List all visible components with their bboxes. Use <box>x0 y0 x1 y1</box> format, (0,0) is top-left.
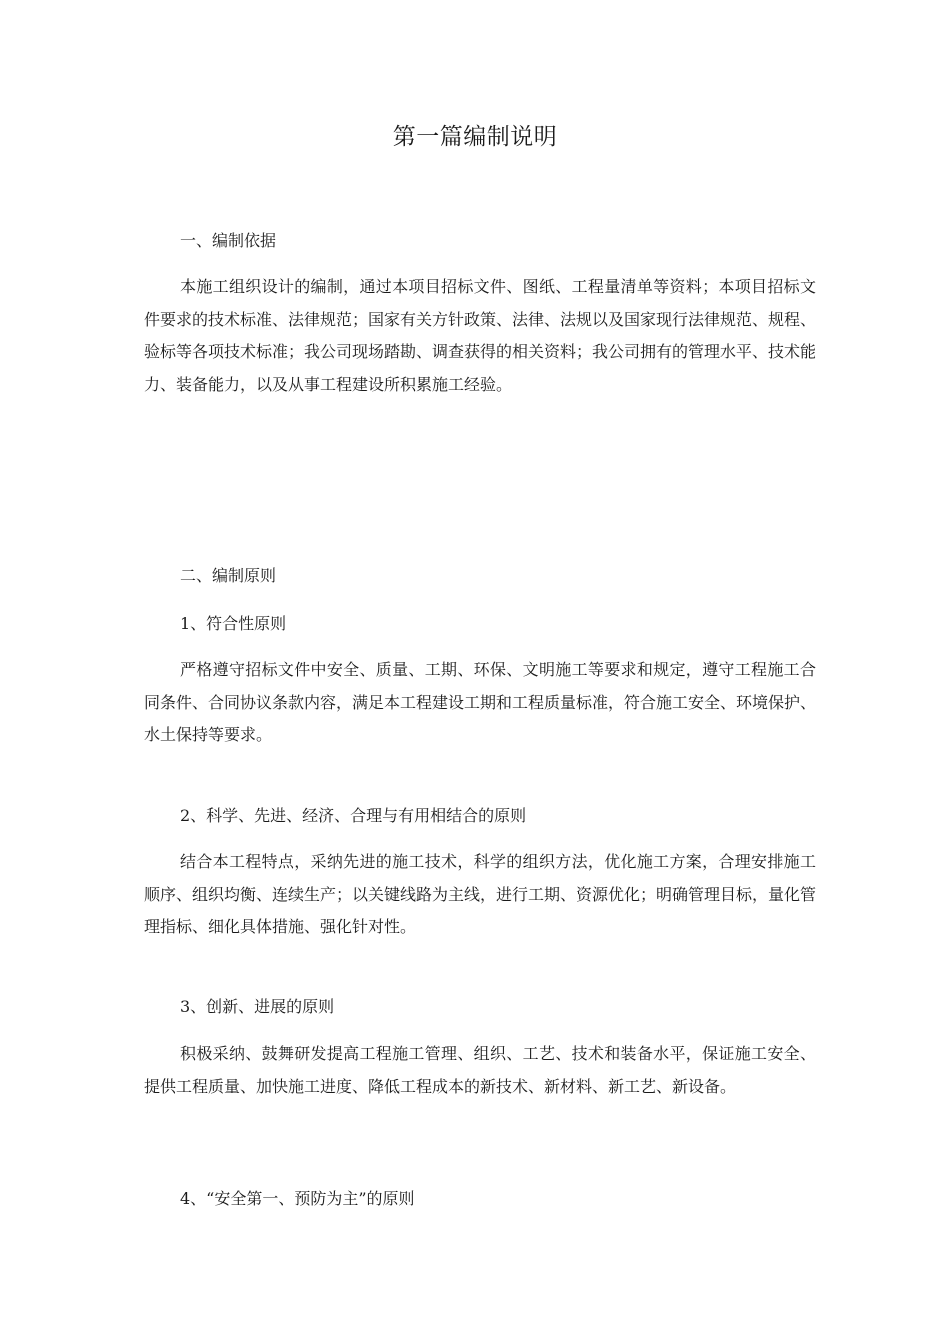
document-title: 第一篇编制说明 <box>392 124 558 150</box>
paragraph-basis <box>144 271 816 401</box>
principle-heading-4: 4、“安全第一、预防为主”的原则 <box>180 1189 415 1208</box>
section-heading-principles: 二、编制原则 <box>180 566 277 585</box>
principle-heading-3: 3、创新、进展的原则 <box>180 997 335 1016</box>
principle-heading-2: 2、科学、先进、经济、合理与有用相结合的原则 <box>180 806 527 825</box>
paragraph-basis-text: 本施工组织设计的编制，通过本项目招标文件、图纸、工程量清单等资料；本项目招标文件要求的技术标准、法律规范；国家有关方针政策、法律、法规以及国家现行法律规范、规程、验标等各项技术标准；我公司现场踏勘、调查获得的相关资料；我公司拥有的管理水平、技术能力、装备能力，以及从事工程建设所积累施工经验。 <box>144 277 817 394</box>
paragraph-principle-1-text: 严格遵守招标文件中安全、质量、工期、环保、文明施工等要求和规定，遵守工程施工合同条件、合同协议条款内容，满足本工程建设工期和工程质量标准，符合施工安全、环境保护、水土保持等要求。 <box>144 660 817 744</box>
paragraph-principle-3-text: 积极采纳、鼓舞研发提高工程施工管理、组织、工艺、技术和装备水平，保证施工安全、提供工程质量、加快施工进度、降低工程成本的新技术、新材料、新工艺、新设备。 <box>144 1044 816 1096</box>
section-heading-basis: 一、编制依据 <box>180 231 277 250</box>
paragraph-principle-1 <box>144 654 816 752</box>
paragraph-principle-3 <box>144 1038 816 1103</box>
principle-heading-1: 1、符合性原则 <box>180 614 287 633</box>
paragraph-principle-2-text: 结合本工程特点，采纳先进的施工技术，科学的组织方法，优化施工方案，合理安排施工顺序、组织均衡、连续生产；以关键线路为主线，进行工期、资源优化；明确管理目标，量化管理指标、细化具体措施、强化针对性。 <box>144 852 817 936</box>
paragraph-principle-2 <box>144 846 816 944</box>
